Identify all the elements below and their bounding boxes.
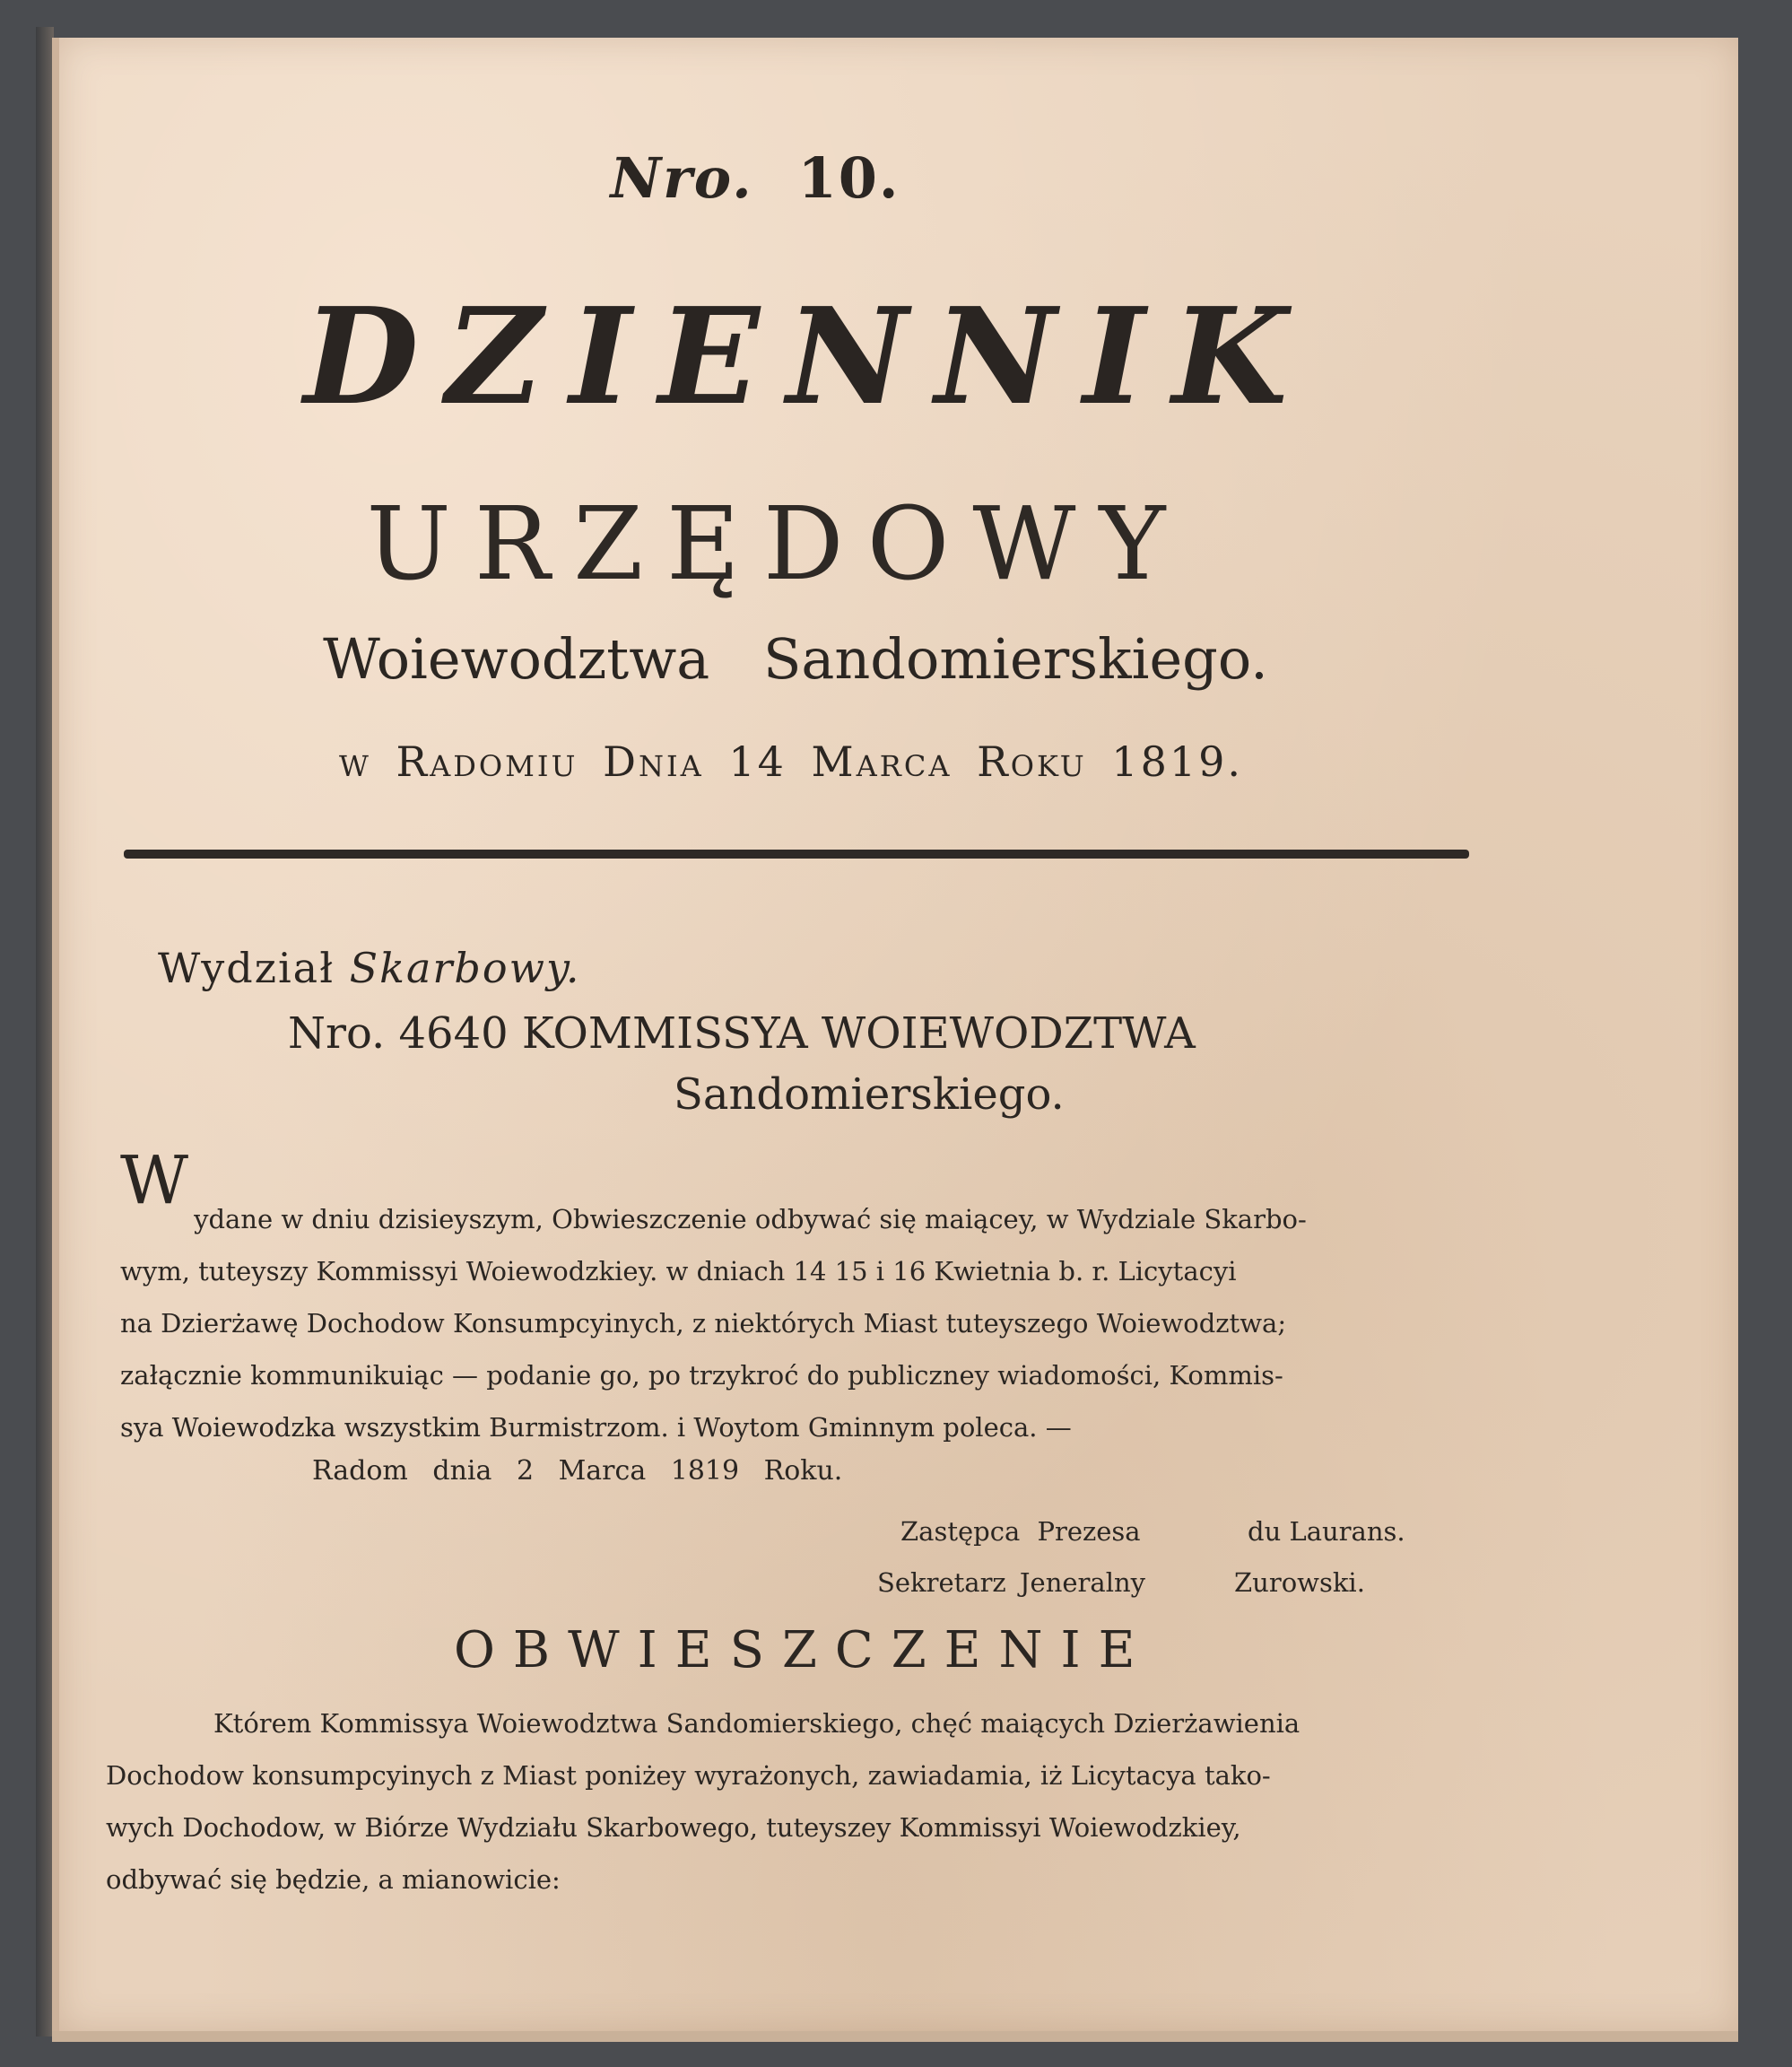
notice-line: załącznie kommunikuiąc — podanie go, po trzykroć do publiczney wiadomości, Kommis-: [120, 1360, 1283, 1391]
department-prefix: Wydział: [158, 944, 335, 992]
department-heading: [158, 944, 580, 992]
signatory-name: du Laurans.: [1248, 1516, 1405, 1547]
notice-paragraph: [120, 1142, 1591, 1453]
dateline: w Radomiu Dnia 14 Marca Roku 1819.: [339, 737, 1243, 786]
notice-line: wym, tuteyszy Kommissyi Woiewodzkiey. w dniach 14 15 i 16 Kwietnia b. r. Licytacyi: [120, 1256, 1237, 1286]
signatory-name: Zurowski.: [1234, 1567, 1365, 1598]
announcement-line: Którem Kommissya Woiewodztwa Sandomierskiego, chęć maiących Dzierżawienia: [213, 1708, 1301, 1739]
announcement-line: odbywać się będzie, a mianowicie:: [106, 1864, 561, 1895]
issue-label: Nro.: [610, 145, 753, 211]
drop-cap: W: [120, 1142, 189, 1219]
notice-line: na Dzierżawę Dochodow Konsumpcyinych, z niektórych Miast tuteyszego Woiewodztwa;: [120, 1308, 1287, 1339]
masthead-title: DZIENNIK: [303, 278, 1315, 434]
announcement-line: Dochodow konsumpcyinych z Miast poniżey wyrażonych, zawiadamia, iż Licytacya tako-: [106, 1760, 1271, 1791]
notice-date: Radom dnia 2 Marca 1819 Roku.: [312, 1455, 843, 1487]
notice-line: ydane w dniu dzisieyszym, Obwieszczenie odbywać się maiącey, w Wydziale Skarbo-: [194, 1204, 1307, 1234]
issue-value: 10.: [797, 145, 900, 211]
masthead-region: Woiewodztwa Sandomierskiego.: [323, 626, 1268, 692]
announcement-heading: OBWIESZCZENIE: [454, 1621, 1153, 1679]
announcement-line: wych Dochodow, w Biórze Wydziału Skarbowego, tuteyszey Kommissyi Woiewodzkiey,: [106, 1812, 1241, 1843]
announcement-paragraph: [106, 1697, 1577, 1906]
department-name: Skarbowy.: [349, 944, 581, 992]
issue-number: [0, 145, 1595, 211]
masthead-subtitle: URZĘDOWY: [366, 486, 1189, 603]
commission-heading-region: Sandomierskiego.: [674, 1069, 1065, 1120]
signatory-title: Sekretarz Jeneralny: [877, 1567, 1146, 1598]
header-divider: [124, 850, 1469, 859]
signatory-title: Zastępca Prezesa: [900, 1516, 1141, 1547]
document-page: [52, 38, 1738, 2031]
commission-heading: Nro. 4640 KOMMISSYA WOIEWODZTWA: [288, 1008, 1196, 1059]
notice-line: sya Woiewodzka wszystkim Burmistrzom. i Woytom Gminnym poleca. —: [120, 1412, 1072, 1443]
page-edge: [52, 2029, 1738, 2042]
